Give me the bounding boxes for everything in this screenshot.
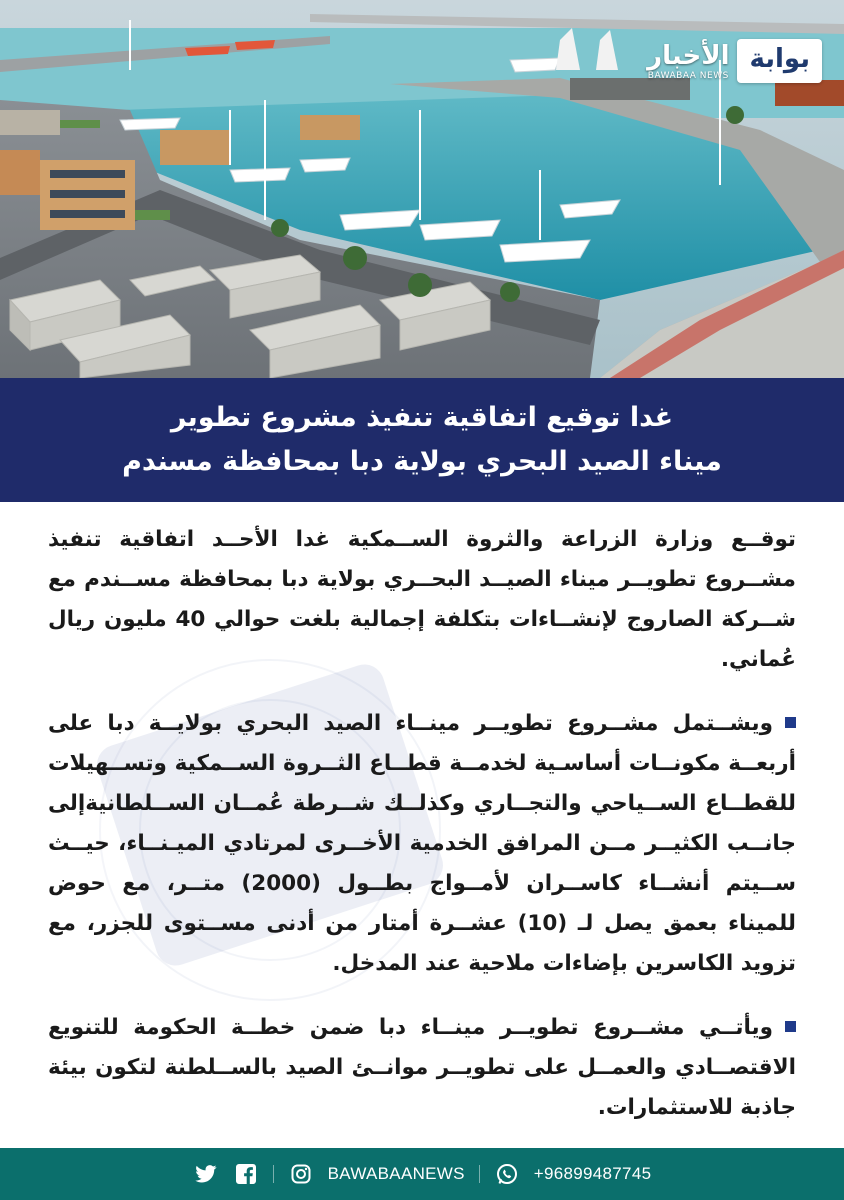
logo-word: الأخبار <box>647 41 730 71</box>
headline-line-1: غدا توقيع اتفاقية تنفيذ مشروع تطوير <box>170 402 674 433</box>
bullet-square-icon <box>785 717 796 728</box>
whatsapp-icon[interactable] <box>494 1161 520 1187</box>
instagram-icon[interactable] <box>288 1161 314 1187</box>
footer-divider <box>273 1165 274 1183</box>
paragraph-3-text: ويأتــي مشــروع تطويــر مينــاء دبا ضمن خطــة الحكومة للتنويع الاقتصــادي والعمــل على تطويــر موانــئ الصيد بالســلطنة لتكون بيئة جاذبة للاستثمارات. <box>48 1015 796 1120</box>
twitter-icon[interactable] <box>193 1161 219 1187</box>
footer-phone[interactable]: +96899487745 <box>533 1164 652 1183</box>
article-paragraph-3 <box>48 1008 796 1128</box>
paragraph-1-text: توقــع وزارة الزراعة والثروة الســمكية غدا الأحــد اتفاقية تنفيذ مشــروع تطويــر ميناء الصيــد البحــري بولاية دبا بمحافظة مســندم مع شــركة الصاروج لإنشــاءات بتكلفة إجمالية بلغت حوالي 40 مليون ريال عُماني. <box>48 527 796 672</box>
hero-image <box>0 0 844 378</box>
article-paragraph-1 <box>48 520 796 680</box>
logo-wordmark <box>647 41 729 81</box>
footer-divider <box>479 1165 480 1183</box>
headline-band <box>0 378 844 502</box>
brand-logo <box>647 38 822 84</box>
article-paragraph-2 <box>48 704 796 984</box>
footer-handle[interactable]: BAWABAANEWS <box>327 1164 465 1183</box>
headline-line-2: ميناء الصيد البحري بولاية دبا بمحافظة مسندم <box>122 446 722 477</box>
paragraph-2-text: ويشــتمل مشــروع تطويــر مينــاء الصيد البحري بولايــة دبا على أربعــة مكونــات أساسـية لخدمــة قطــاع الثــروة الســمكية وتســهيلات للقطــاع الســياحي والتجــاري وكذلــك شــرطة عُمــان الســلطانيةإلى جانــب الكثيــر مــن المرافق الخدمية الأخــرى لمرتادي الميـنــاء، حيــث ســيتم أنشــاء كاســران لأمــواج بطــول (2000) متــر، مع حوض للميناء بعمق يصل لـ (10) عشــرة أمتار من أدنى مســتوى للجزر، مع تزويد الكاسرين بإضاءات ملاحية عند المدخل. <box>48 711 796 976</box>
social-footer <box>0 1148 844 1200</box>
facebook-icon[interactable] <box>233 1161 259 1187</box>
bullet-square-icon <box>785 1021 796 1032</box>
logo-badge: بوابة <box>737 39 822 83</box>
article-body <box>48 520 796 1135</box>
logo-english: BAWABAA NEWS <box>647 71 729 81</box>
